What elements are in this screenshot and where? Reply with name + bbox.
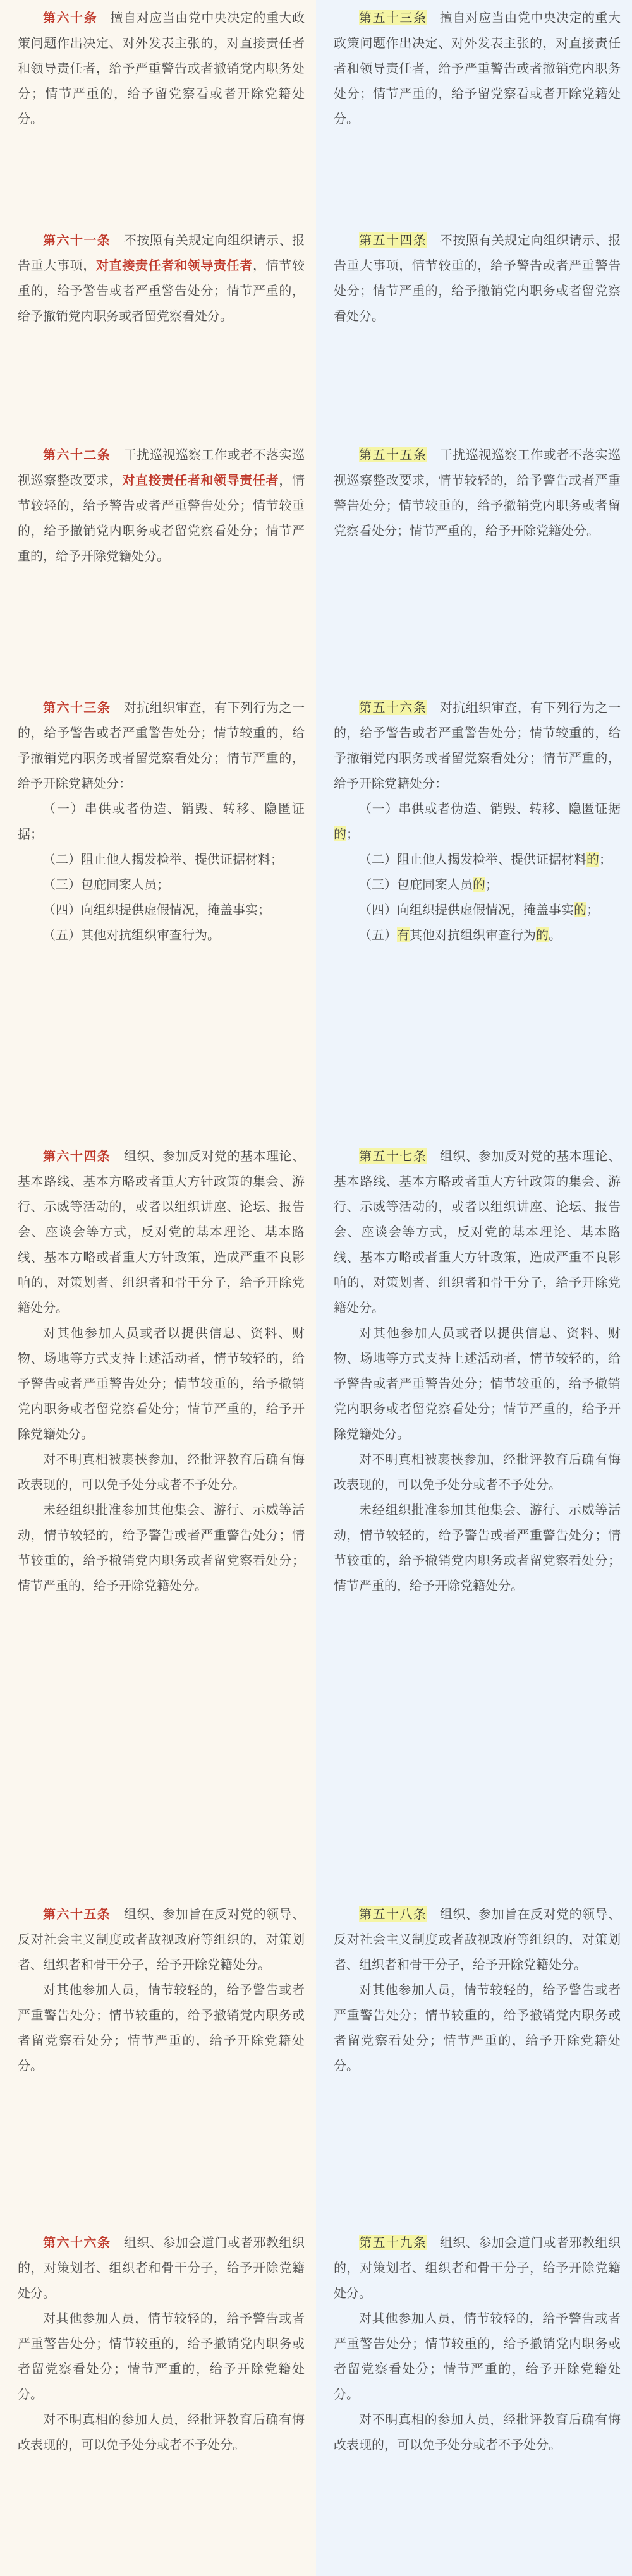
article-56-item-1: （一）串供或者伪造、销毁、转移、隐匿证据的；: [334, 801, 621, 841]
article-64-p1: 第六十四条 组织、参加反对党的基本理论、基本路线、基本方略或者重大方针政策的集会、游行、示威等活动的，或者以组织讲座、论坛、报告会、座谈会等方式，反对党的基本理论、基本路线、基本方略或者重大方针政策，造成严重不良影响的，对策划者、组织者和骨干分子，给予开除党籍处分。: [18, 1148, 305, 1315]
article-62-p1: 第六十二条 干扰巡视巡察工作或者不落实巡视巡察整改要求，对直接责任者和领导责任者，情节较轻的，给予警告或者严重警告处分；情节较重的，给予撤销党内职务或者留党察看处分；情节严重的，给予开除党籍处分。: [18, 447, 305, 563]
article-54: [334, 227, 621, 328]
article-65-p1: 第六十五条 组织、参加旨在反对党的领导、反对社会主义制度或者敌视政府等组织的，对策划者、组织者和骨干分子，给予开除党籍处分。: [18, 1906, 305, 1972]
inserted-text: 的: [536, 927, 549, 942]
article-58-p2: 对其他参加人员，情节较轻的，给予警告或者严重警告处分；情节较重的，给予撤销党内职务或者留党察看处分；情节严重的，给予开除党籍处分。: [334, 1982, 621, 2073]
inserted-text: 的: [586, 852, 599, 867]
emphasis-text: 对直接责任者和领导责任者: [96, 258, 253, 273]
article-63-item-2: （二）阻止他人揭发检举、提供证据材料；: [43, 852, 283, 867]
article-56-item-3: （三）包庇同案人员的；: [359, 877, 498, 892]
article-56-item-4: （四）向组织提供虚假情况，掩盖事实的；: [359, 902, 599, 917]
emphasis-text: 对直接责任者和领导责任者: [122, 472, 279, 488]
article-64-p3: 对不明真相被裹挟参加，经批评教育后确有悔改表现的，可以免予处分或者不予处分。: [18, 1452, 305, 1492]
article-60: [18, 5, 305, 131]
article-number: 第六十一条: [43, 232, 111, 248]
article-number: 第五十四条: [359, 232, 427, 248]
article-number: 第五十六条: [359, 700, 427, 715]
article-63-item-4: （四）向组织提供虚假情况，掩盖事实；: [43, 902, 270, 917]
article-56-item-2: （二）阻止他人揭发检举、提供证据材料的；: [359, 852, 612, 867]
article-63-item-1: （一）串供或者伪造、销毁、转移、隐匿证据；: [18, 801, 305, 841]
article-54-p1: 第五十四条 不按照有关规定向组织请示、报告重大事项，情节较重的，给予警告或者严重警告处分；情节严重的，给予撤销党内职务或者留党察看处分。: [334, 232, 621, 323]
article-56-item-5: （五）有其他对抗组织审查行为的。: [359, 927, 561, 942]
article-number: 第五十九条: [359, 2235, 427, 2250]
article-number: 第六十条: [43, 10, 98, 25]
article-57-p4: 未经组织批准参加其他集会、游行、示威等活动，情节较轻的，给予警告或者严重警告处分；情节较重的，给予撤销党内职务或者留党察看处分；情节严重的，给予开除党籍处分。: [334, 1502, 621, 1593]
old-version-column: [316, 0, 632, 2576]
article-57-p1: 第五十七条 组织、参加反对党的基本理论、基本路线、基本方略或者重大方针政策的集会、游行、示威等活动的，或者以组织讲座、论坛、报告会、座谈会等方式，反对党的基本理论、基本路线、基本方略或者重大方针政策，造成严重不良影响的，对策划者、组织者和骨干分子，给予开除党籍处分。: [334, 1148, 621, 1315]
article-64-p4: 未经组织批准参加其他集会、游行、示威等活动，情节较轻的，给予警告或者严重警告处分；情节较重的，给予撤销党内职务或者留党察看处分；情节严重的，给予开除党籍处分。: [18, 1502, 305, 1593]
article-56-p1: 第五十六条 对抗组织审查，有下列行为之一的，给予警告或者严重警告处分；情节较重的，给予撤销党内职务或者留党察看处分；情节严重的，给予开除党籍处分：: [334, 700, 621, 791]
article-66: [18, 2230, 305, 2457]
article-57-p3: 对不明真相被裹挟参加，经批评教育后确有悔改表现的，可以免予处分或者不予处分。: [334, 1452, 621, 1492]
article-62: [18, 442, 305, 569]
article-number: 第六十五条: [43, 1906, 111, 1922]
article-65-p2: 对其他参加人员，情节较轻的，给予警告或者严重警告处分；情节较重的，给予撤销党内职务或者留党察看处分；情节严重的，给予开除党籍处分。: [18, 1982, 305, 2073]
article-59-p3: 对不明真相的参加人员，经批评教育后确有悔改表现的，可以免予处分或者不予处分。: [334, 2412, 621, 2452]
article-63-item-5: （五）其他对抗组织审查行为。: [43, 927, 220, 942]
article-60-p1: 第六十条 擅自对应当由党中央决定的重大政策问题作出决定、对外发表主张的，对直接责任者和领导责任者，给予严重警告或者撤销党内职务处分；情节严重的，给予留党察看或者开除党籍处分。: [18, 10, 305, 126]
article-number: 第五十七条: [359, 1148, 427, 1164]
article-63-item-3: （三）包庇同案人员；: [43, 877, 169, 892]
article-66-p2: 对其他参加人员，情节较轻的，给予警告或者严重警告处分；情节较重的，给予撤销党内职务或者留党察看处分；情节严重的，给予开除党籍处分。: [18, 2311, 305, 2402]
article-number: 第六十六条: [43, 2235, 111, 2250]
article-55-p1: 第五十五条 干扰巡视巡察工作或者不落实巡视巡察整改要求，情节较轻的，给予警告或者严重警告处分；情节较重的，给予撤销党内职务或者留党察看处分；情节严重的，给予开除党籍处分。: [334, 447, 621, 538]
article-57: [334, 1143, 621, 1598]
article-53-p1: 第五十三条 擅自对应当由党中央决定的重大政策问题作出决定、对外发表主张的，对直接责任者和领导责任者，给予严重警告或者撤销党内职务处分；情节严重的，给予留党察看或者开除党籍处分。: [334, 10, 621, 126]
article-59-p2: 对其他参加人员，情节较轻的，给予警告或者严重警告处分；情节较重的，给予撤销党内职务或者留党察看处分；情节严重的，给予开除党籍处分。: [334, 2311, 621, 2402]
article-61: [18, 227, 305, 328]
article-63-p1: 第六十三条 对抗组织审查，有下列行为之一的，给予警告或者严重警告处分；情节较重的，给予撤销党内职务或者留党察看处分；情节严重的，给予开除党籍处分：: [18, 700, 305, 791]
article-number: 第六十二条: [43, 447, 111, 462]
article-59: [334, 2230, 621, 2457]
article-57-p2: 对其他参加人员或者以提供信息、资料、财物、场地等方式支持上述活动者，情节较轻的，给予警告或者严重警告处分；情节较重的，给予撤销党内职务或者留党察看处分；情节严重的，给予开除党籍处分。: [334, 1325, 621, 1441]
article-59-p1: 第五十九条 组织、参加会道门或者邪教组织的，对策划者、组织者和骨干分子，给予开除党籍处分。: [334, 2235, 621, 2301]
article-number: 第五十三条: [359, 10, 427, 25]
article-number: 第五十五条: [359, 447, 427, 462]
article-66-p3: 对不明真相的参加人员，经批评教育后确有悔改表现的，可以免予处分或者不予处分。: [18, 2412, 305, 2452]
article-number: 第六十四条: [43, 1148, 111, 1164]
article-66-p1: 第六十六条 组织、参加会道门或者邪教组织的，对策划者、组织者和骨干分子，给予开除党籍处分。: [18, 2235, 305, 2301]
article-65: [18, 1901, 305, 2078]
article-64-p2: 对其他参加人员或者以提供信息、资料、财物、场地等方式支持上述活动者，情节较轻的，给予警告或者严重警告处分；情节较重的，给予撤销党内职务或者留党察看处分；情节严重的，给予开除党籍处分。: [18, 1325, 305, 1441]
article-56: [334, 695, 621, 948]
article-number: 第六十三条: [43, 700, 111, 715]
inserted-text: 的: [334, 826, 346, 841]
article-61-p1: 第六十一条 不按照有关规定向组织请示、报告重大事项，对直接责任者和领导责任者，情节较重的，给予警告或者严重警告处分；情节严重的，给予撤销党内职务或者留党察看处分。: [18, 232, 305, 323]
article-64: [18, 1143, 305, 1598]
article-58-p1: 第五十八条 组织、参加旨在反对党的领导、反对社会主义制度或者敌视政府等组织的，对策划者、组织者和骨干分子，给予开除党籍处分。: [334, 1906, 621, 1972]
article-55: [334, 442, 621, 543]
article-63: [18, 695, 305, 948]
inserted-text: 的: [574, 902, 586, 917]
inserted-text: 的: [473, 877, 485, 892]
inserted-text: 有: [397, 927, 410, 942]
article-58: [334, 1901, 621, 2078]
article-53: [334, 5, 621, 131]
article-number: 第五十八条: [359, 1906, 427, 1922]
